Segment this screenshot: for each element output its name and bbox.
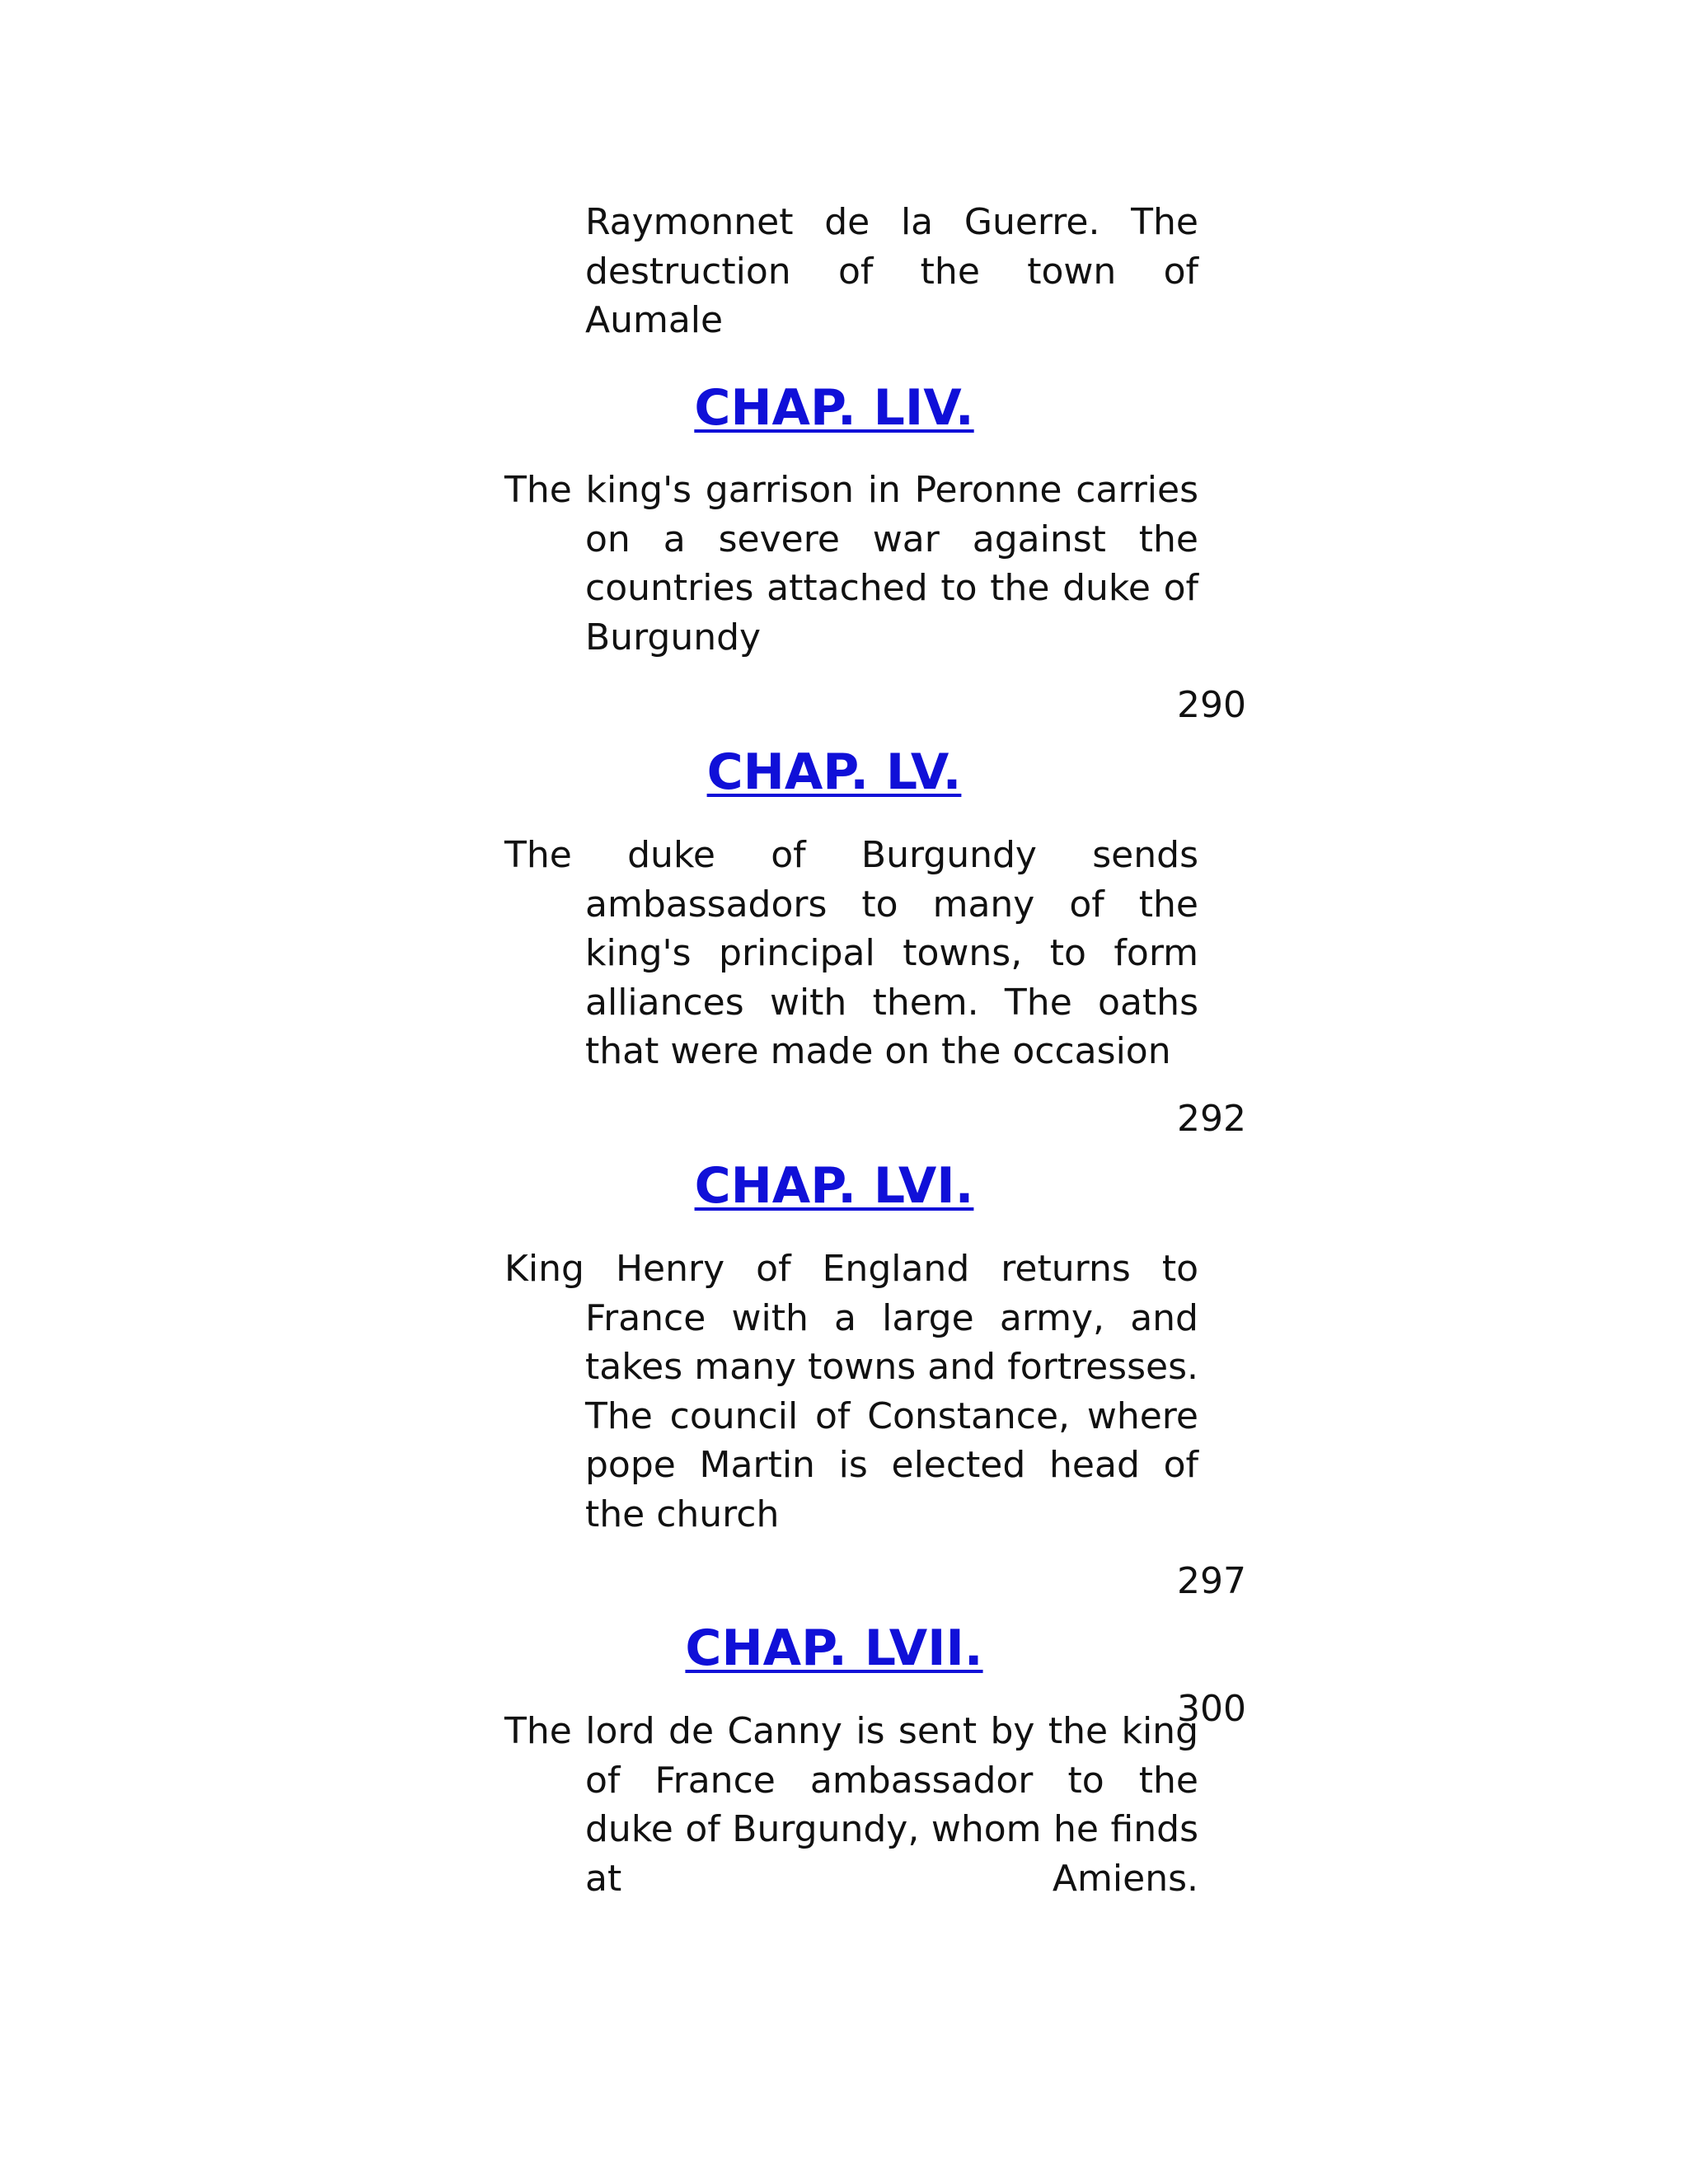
page-number-lvii: 300	[1177, 1688, 1246, 1730]
page-number-lvi: 297	[1177, 1560, 1246, 1602]
entry-description-lv: The duke of Burgundy sends ambassadors to many of the king's principal towns, to form alliances with them. The oaths that were made on the occasion	[504, 834, 1198, 1072]
page-number-lv: 292	[1177, 1098, 1246, 1140]
chapter-link-lvi[interactable]: CHAP. LVI.	[694, 1157, 974, 1215]
chapter-link-liv[interactable]: CHAP. LIV.	[694, 379, 974, 437]
entry-description-lvii: The lord de Canny is sent by the king of France ambassador to the duke of Burgundy, whom he finds at Amiens.	[504, 1710, 1198, 1900]
entry-description-liv: The king's garrison in Peronne carries on a severe war against the countries attached to the duke of Burgundy	[504, 469, 1198, 658]
chapter-link-lvii[interactable]: CHAP. LVII.	[685, 1619, 983, 1677]
chapter-heading-lvi	[504, 1157, 1164, 1215]
entry-description-continued: Raymonnet de la Guerre. The destruction of the town of Aumale	[585, 201, 1198, 341]
page-number-liv: 290	[1177, 684, 1246, 726]
chapter-heading-lvii	[504, 1619, 1164, 1677]
chapter-heading-liv	[504, 379, 1164, 437]
chapter-heading-lv	[504, 743, 1164, 801]
chapter-link-lv[interactable]: CHAP. LV.	[706, 743, 962, 801]
entry-description-lvi: King Henry of England returns to France with a large army, and takes many towns and fortresses. The council of Constance, where pope Martin is elected head of the church	[504, 1248, 1198, 1535]
